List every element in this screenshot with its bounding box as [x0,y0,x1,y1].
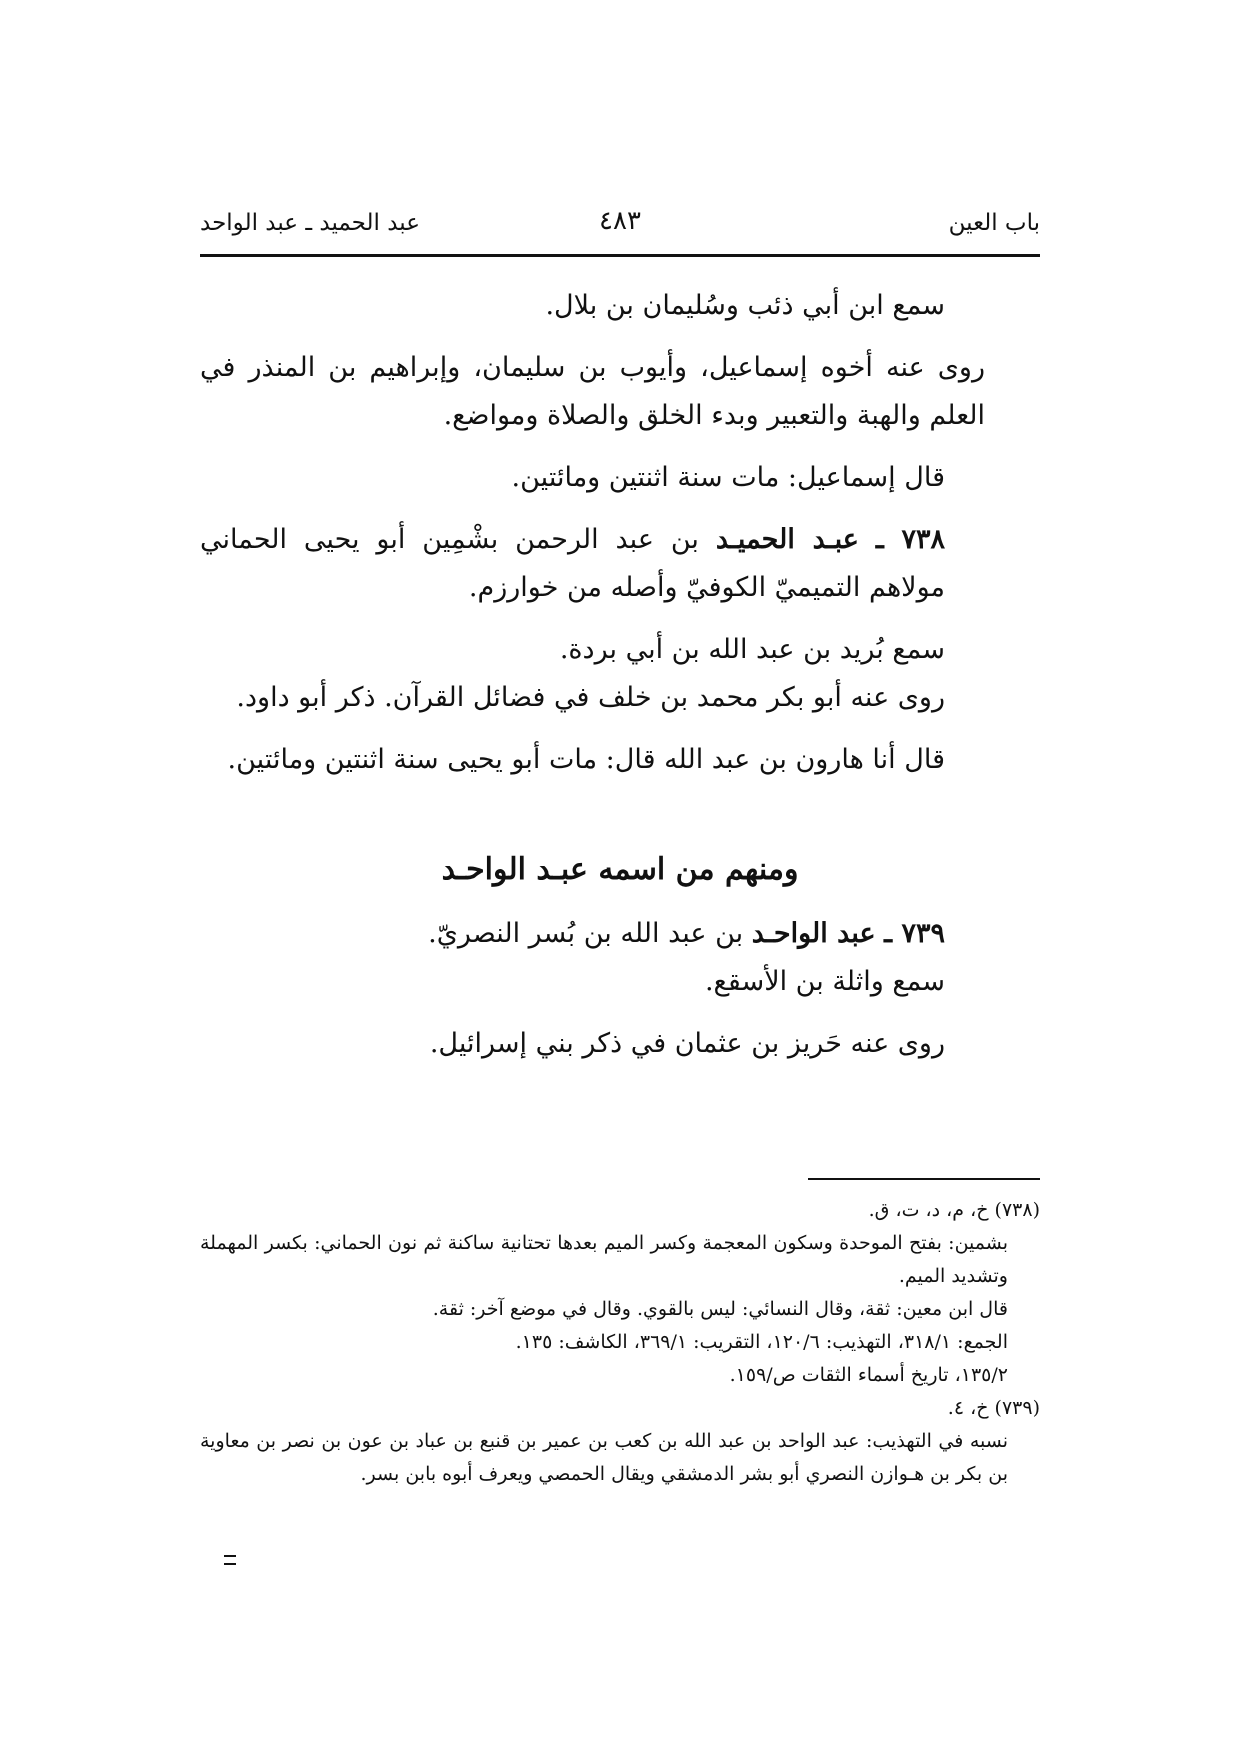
footnote-label: (٧٣٩) [994,1397,1040,1419]
footnote-line: نسبه في التهذيب: عبد الواحد بن عبد الله بن كعب بن عمير بن قنبع بن عباد بن عون بن نصر بن معاوية بن بكر بن هـوازن النصري أبو بشر الدمشقي ويقال الحمصي ويعرف أبوه بابن بسر. [200,1430,1008,1485]
entry-text: بن عبد الله بن بُسر النصريّ. [428,918,744,949]
entry-739 [200,910,1040,958]
paragraph: سمع واثلة بن الأسقع. [704,966,945,997]
paragraph: قال أنا هارون بن عبد الله قال: مات أبو يحيى سنة اثنتين ومائتين. [227,744,945,775]
running-header [200,196,1040,256]
paragraph: سمع ابن أبي ذئب وسُليمان بن بلال. [545,290,945,321]
continuation-mark [224,1555,236,1565]
entry-name: عبـد الحميـد [715,524,859,555]
paragraph: قال إسماعيل: مات سنة اثنتين ومائتين. [511,462,945,493]
section-heading: ومنهم من اسمه عبـد الواحـد [441,852,799,887]
footnote-rule [808,1178,1040,1180]
footnote-line: بشمين: بفتح الموحدة وسكون المعجمة وكسر الميم بعدها تحتانية ساكنة ثم نون الحماني: بكسر المهملة وتشديد الميم. [200,1232,1008,1287]
chapter-title: باب العين [948,210,1040,236]
footnote-line: الجمع: ٣١٨/١، التهذيب: ١٢٠/٦، التقريب: ٣٦٩/١، الكاشف: ١٣٥. [515,1331,1008,1353]
footnote-line: قال ابن معين: ثقة، وقال النسائي: ليس بالقوي. وقال في موضع آخر: ثقة. [432,1298,1008,1320]
footnote-sigla: خ، ٤. [947,1397,989,1419]
paragraph: روى عنه حَريز بن عثمان في ذكر بني إسرائيل. [429,1028,945,1059]
entry-number: ٧٣٨ ـ [875,524,945,555]
entry-text: بن عبد الرحمن بشْمِين أبو يحيى الحماني مولاهم التميميّ الكوفيّ وأصله من خوارزم. [200,524,945,603]
footnote-label: (٧٣٨) [994,1199,1040,1221]
footnote-line: ١٣٥/٢، تاريخ أسماء الثقات ص/١٥٩. [729,1364,1008,1386]
paragraph: روى عنه أخوه إسماعيل، وأيوب بن سليمان، وإبراهيم بن المنذر في العلم والهبة والتعبير وبدء الخلق والصلاة ومواضع. [200,352,985,431]
entry-name: عبد الواحـد [751,918,876,949]
paragraph: سمع بُريد بن عبد الله بن أبي بردة. [559,634,945,665]
footnote-sigla: خ، م، د، ت، ق. [868,1199,989,1221]
entry-738 [200,516,1040,612]
footnote-738-heading [200,1194,1040,1227]
paragraph: روى عنه أبو بكر محمد بن خلف في فضائل القرآن. ذكر أبو داود. [236,682,945,713]
entry-number: ٧٣٩ ـ [884,918,945,949]
main-text [200,282,1040,1082]
footnotes [200,1194,1040,1491]
section-title: عبد الحميد ـ عبد الواحد [200,210,420,236]
page-number: ٤٨٣ [599,206,641,236]
footnote-739-heading [200,1392,1040,1425]
header-rule [200,254,1040,257]
